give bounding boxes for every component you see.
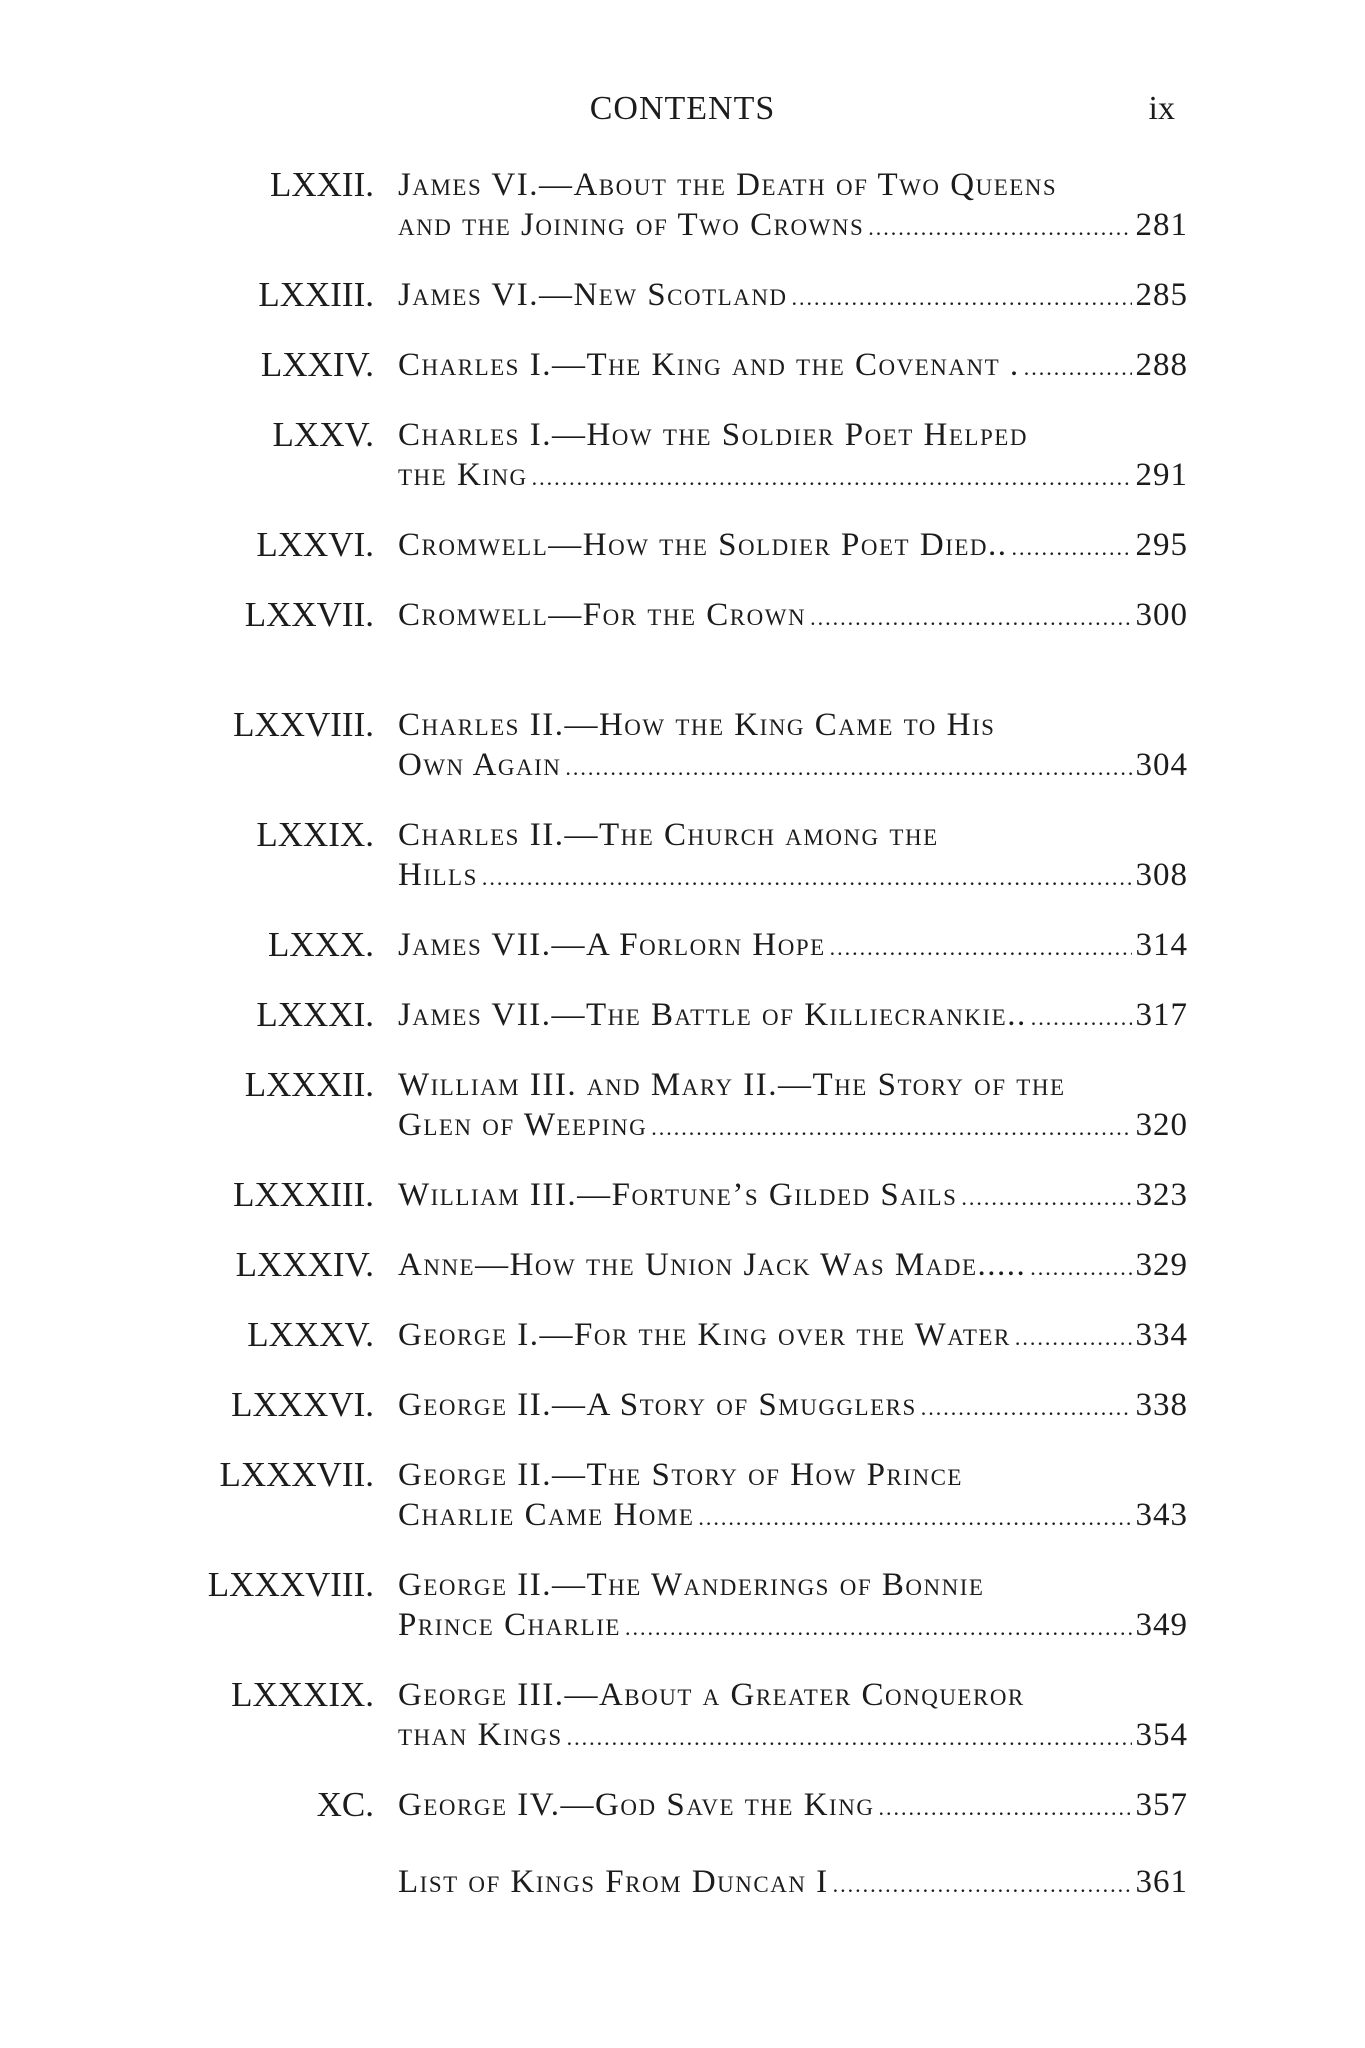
chapter-title-last-line bbox=[398, 1175, 1188, 1218]
chapter-page-number: 304 bbox=[1135, 747, 1188, 783]
chapter-title-block bbox=[398, 815, 1188, 898]
chapter-title-last-line bbox=[398, 525, 1188, 568]
chapter-title-text: Glen of Weeping bbox=[398, 1107, 648, 1143]
chapter-title-text: and the Joining of Two Crowns bbox=[398, 207, 865, 243]
chapter-numeral: LXXXIX. bbox=[231, 1675, 374, 1714]
chapter-numeral: LXXVIII. bbox=[233, 705, 374, 744]
chapter-page-number: 320 bbox=[1135, 1107, 1188, 1143]
dot-leader bbox=[1030, 1248, 1131, 1288]
chapter-page-number: 354 bbox=[1135, 1717, 1188, 1753]
chapter-title-block bbox=[398, 165, 1188, 248]
chapter-page-number: 291 bbox=[1135, 457, 1188, 493]
chapter-page-number: 334 bbox=[1135, 1317, 1188, 1353]
chapter-title-text: James VI.—New Scotland bbox=[398, 277, 788, 313]
dot-leader bbox=[1015, 1318, 1132, 1358]
dot-leader bbox=[878, 1788, 1131, 1828]
chapter-numeral: LXXXIV. bbox=[235, 1245, 374, 1284]
chapter-title-line: James VI.—About the Death of Two Queens bbox=[398, 167, 1058, 203]
dot-leader bbox=[868, 208, 1131, 248]
chapter-numeral: LXXXVI. bbox=[231, 1385, 374, 1424]
chapter-page-number: 281 bbox=[1135, 207, 1188, 243]
chapter-title-text: Cromwell—For the Crown bbox=[398, 597, 807, 633]
dot-leader bbox=[921, 1388, 1132, 1428]
dot-leader bbox=[1024, 348, 1132, 388]
chapter-numeral: LXXIV. bbox=[260, 345, 374, 384]
chapter-title-last-line bbox=[398, 595, 1188, 638]
chapter-title-text: James VII.—The Battle of Killiecrankie.. bbox=[398, 997, 1027, 1033]
chapter-title-last-line bbox=[398, 1605, 1188, 1648]
chapter-title-block bbox=[398, 1175, 1188, 1218]
chapter-title-text: Cromwell—How the Soldier Poet Died.. bbox=[398, 527, 1008, 563]
chapter-title-text: List of Kings From Duncan I bbox=[398, 1864, 829, 1900]
chapter-numeral: LXXV. bbox=[272, 415, 374, 454]
chapter-title-block bbox=[398, 1065, 1188, 1148]
chapter-title-last-line bbox=[398, 1862, 1188, 1905]
chapter-page-number: 317 bbox=[1135, 997, 1188, 1033]
chapter-numeral: LXXXIII. bbox=[233, 1175, 374, 1214]
dot-leader bbox=[565, 748, 1131, 788]
chapter-numeral: LXXXVII. bbox=[219, 1455, 374, 1494]
chapter-page-number: 314 bbox=[1135, 927, 1188, 963]
chapter-title-last-line bbox=[398, 1715, 1188, 1758]
dot-leader bbox=[698, 1498, 1131, 1538]
chapter-title-text: James VII.—A Forlorn Hope bbox=[398, 927, 826, 963]
chapter-title-block bbox=[398, 595, 1188, 638]
running-header-title: CONTENTS bbox=[589, 90, 776, 127]
chapter-numeral: LXXXI. bbox=[256, 995, 374, 1034]
chapter-title-last-line bbox=[398, 925, 1188, 968]
dot-leader bbox=[482, 858, 1132, 898]
chapter-title-block bbox=[398, 925, 1188, 968]
chapter-title-line: William III. and Mary II.—The Story of the bbox=[398, 1067, 1066, 1103]
chapter-title-text: Charles I.—The King and the Covenant . bbox=[398, 347, 1020, 383]
chapter-title-block bbox=[398, 345, 1188, 388]
dot-leader bbox=[567, 1718, 1132, 1758]
chapter-title-last-line bbox=[398, 1385, 1188, 1428]
chapter-numeral: LXXX. bbox=[268, 925, 374, 964]
chapter-page-number: 357 bbox=[1135, 1787, 1188, 1823]
chapter-title-block bbox=[398, 1455, 1188, 1538]
chapter-title-last-line bbox=[398, 995, 1188, 1038]
chapter-title-block bbox=[398, 525, 1188, 568]
chapter-title-block bbox=[398, 1862, 1188, 1905]
chapter-title-line: George II.—The Story of How Prince bbox=[398, 1457, 963, 1493]
chapter-title-block bbox=[398, 415, 1188, 498]
chapter-numeral: LXXIII. bbox=[258, 275, 374, 314]
chapter-title-last-line bbox=[398, 345, 1188, 388]
dot-leader bbox=[833, 1865, 1132, 1905]
chapter-title-last-line bbox=[398, 1495, 1188, 1538]
page-number: ix bbox=[1148, 90, 1175, 127]
chapter-page-number: 288 bbox=[1135, 347, 1188, 383]
chapter-page-number: 323 bbox=[1135, 1177, 1188, 1213]
chapter-title-text: George I.—For the King over the Water bbox=[398, 1317, 1011, 1353]
chapter-title-last-line bbox=[398, 205, 1188, 248]
chapter-title-text: Hills bbox=[398, 857, 478, 893]
chapter-title-line: Charles II.—How the King Came to His bbox=[398, 707, 996, 743]
chapter-page-number: 338 bbox=[1135, 1387, 1188, 1423]
chapter-title-block bbox=[398, 1785, 1188, 1828]
chapter-title-block bbox=[398, 705, 1188, 788]
chapter-title-block bbox=[398, 1245, 1188, 1288]
dot-leader bbox=[625, 1608, 1132, 1648]
chapter-title-last-line bbox=[398, 745, 1188, 788]
dot-leader bbox=[810, 598, 1131, 638]
chapter-title-last-line bbox=[398, 455, 1188, 498]
chapter-numeral: LXXXVIII. bbox=[207, 1565, 374, 1604]
dot-leader bbox=[830, 928, 1132, 968]
chapter-title-block bbox=[398, 995, 1188, 1038]
chapter-page-number: 295 bbox=[1135, 527, 1188, 563]
chapter-title-last-line bbox=[398, 275, 1188, 318]
chapter-title-block bbox=[398, 1565, 1188, 1648]
chapter-title-last-line bbox=[398, 1315, 1188, 1358]
chapter-title-text: William III.—Fortune’s Gilded Sails bbox=[398, 1177, 958, 1213]
chapter-title-last-line bbox=[398, 1245, 1188, 1288]
chapter-title-text: than Kings bbox=[398, 1717, 563, 1753]
chapter-page-number: 300 bbox=[1135, 597, 1188, 633]
chapter-title-line: George III.—About a Greater Conqueror bbox=[398, 1677, 1025, 1713]
chapter-title-last-line bbox=[398, 855, 1188, 898]
chapter-title-text: George IV.—God Save the King bbox=[398, 1787, 875, 1823]
chapter-title-text: Anne—How the Union Jack Was Made..... bbox=[398, 1247, 1027, 1283]
chapter-title-block bbox=[398, 1675, 1188, 1758]
chapter-page-number: 343 bbox=[1135, 1497, 1188, 1533]
chapter-title-text: Charlie Came Home bbox=[398, 1497, 695, 1533]
chapter-title-text: Own Again bbox=[398, 747, 562, 783]
chapter-title-line: George II.—The Wanderings of Bonnie bbox=[398, 1567, 985, 1603]
chapter-page-number: 285 bbox=[1135, 277, 1188, 313]
dot-leader bbox=[651, 1108, 1131, 1148]
chapter-title-block bbox=[398, 275, 1188, 318]
chapter-page-number: 349 bbox=[1135, 1607, 1188, 1643]
chapter-numeral: XC. bbox=[316, 1785, 374, 1824]
chapter-page-number: 329 bbox=[1135, 1247, 1188, 1283]
dot-leader bbox=[532, 458, 1132, 498]
chapter-numeral: LXXIX. bbox=[256, 815, 374, 854]
dot-leader bbox=[1031, 998, 1132, 1038]
chapter-numeral: LXXXII. bbox=[244, 1065, 374, 1104]
chapter-title-block bbox=[398, 1315, 1188, 1358]
dot-leader bbox=[1012, 528, 1132, 568]
chapter-numeral: LXXII. bbox=[270, 165, 374, 204]
dot-leader bbox=[792, 278, 1132, 318]
chapter-title-line: Charles II.—The Church among the bbox=[398, 817, 939, 853]
chapter-title-block bbox=[398, 1385, 1188, 1428]
chapter-title-text: the King bbox=[398, 457, 528, 493]
chapter-numeral: LXXXV. bbox=[247, 1315, 374, 1354]
chapter-title-text: Prince Charlie bbox=[398, 1607, 621, 1643]
chapter-title-text: George II.—A Story of Smugglers bbox=[398, 1387, 917, 1423]
dot-leader bbox=[961, 1178, 1131, 1218]
chapter-title-last-line bbox=[398, 1785, 1188, 1828]
chapter-title-line: Charles I.—How the Soldier Poet Helped bbox=[398, 417, 1028, 453]
chapter-page-number: 308 bbox=[1135, 857, 1188, 893]
chapter-numeral: LXXVI. bbox=[256, 525, 374, 564]
chapter-numeral: LXXVII. bbox=[244, 595, 374, 634]
chapter-title-last-line bbox=[398, 1105, 1188, 1148]
chapter-page-number: 361 bbox=[1135, 1864, 1188, 1900]
